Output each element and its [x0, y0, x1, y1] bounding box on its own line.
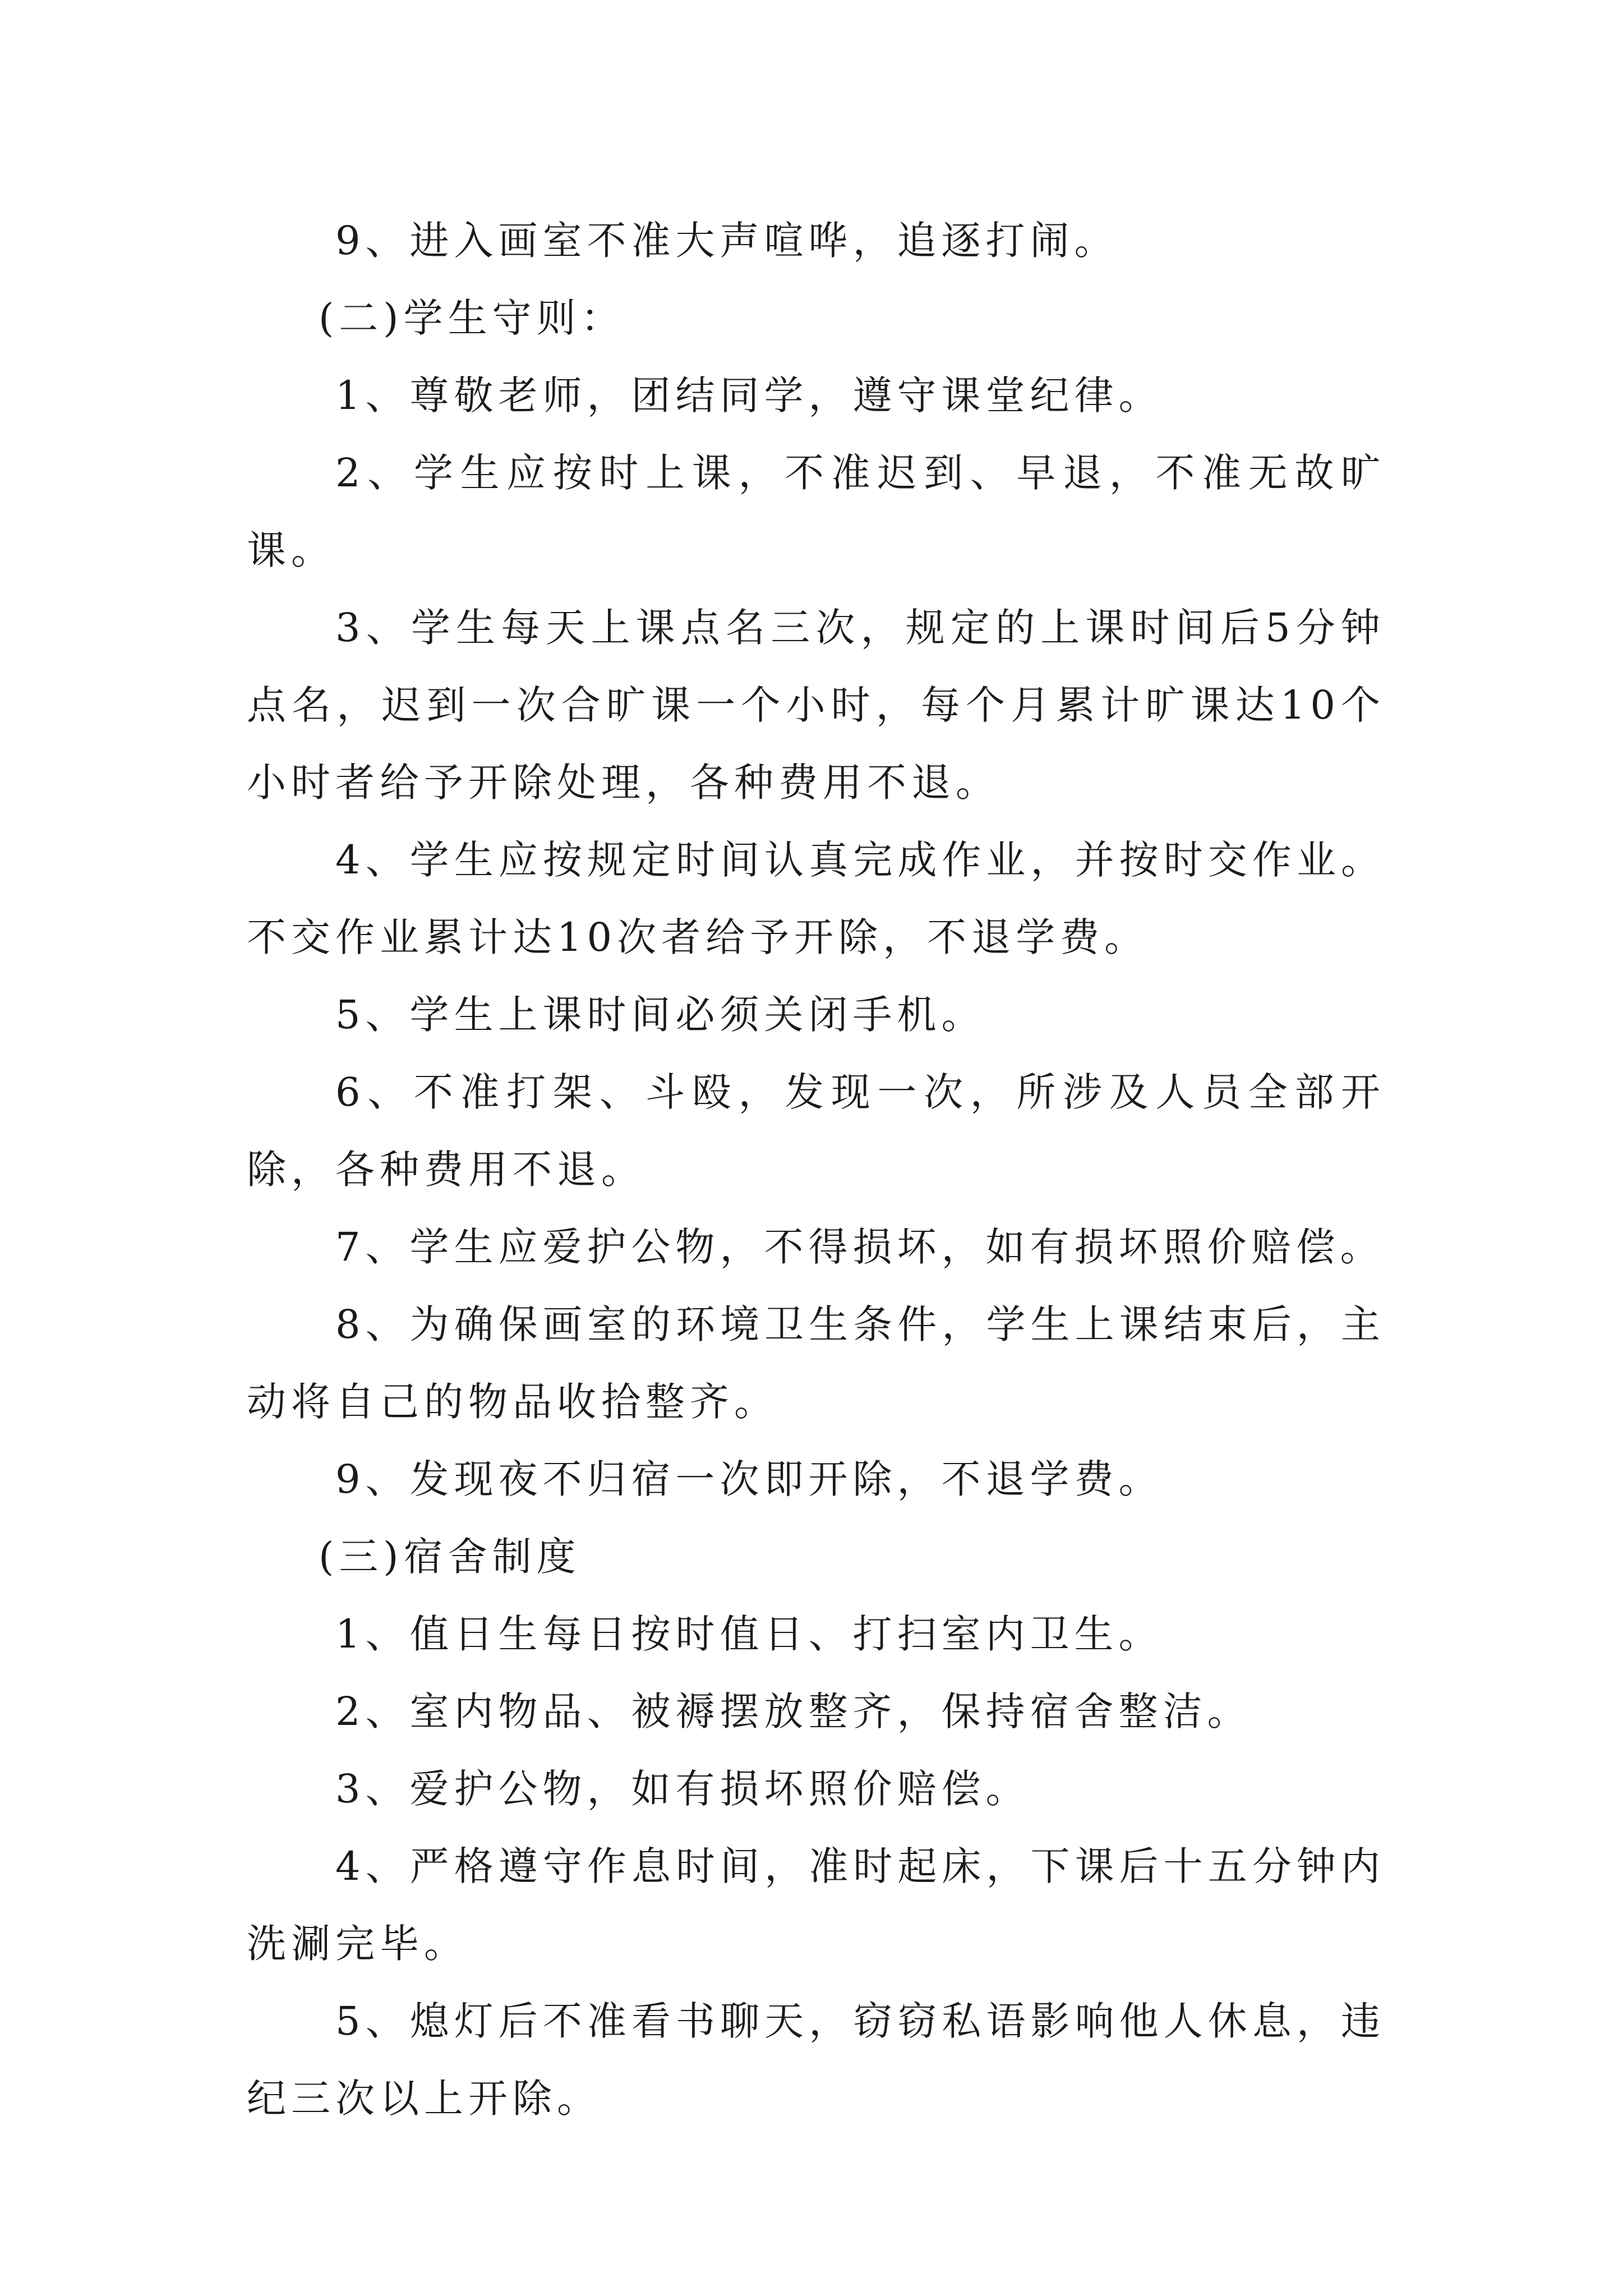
section-heading: (二)学生守则：	[319, 295, 625, 341]
document-body	[247, 202, 1385, 2137]
rule-item: 9、进入画室不准大声喧哗，追逐打闹。	[335, 218, 1119, 264]
rule-item: 2、学生应按时上课，不准迟到、早退，不准无故旷课。	[247, 450, 1385, 573]
section-heading: (三)宿舍制度	[319, 1534, 581, 1580]
rule-item: 3、爱护公物，如有损坏照价赔偿。	[335, 1766, 1030, 1812]
rule-item: 2、室内物品、被褥摆放整齐，保持宿舍整洁。	[335, 1688, 1252, 1734]
rule-item: 3、学生每天上课点名三次，规定的上课时间后5分钟点名，迟到一次合旷课一个小时，每个月累计旷课达10个小时者给予开除处理，各种费用不退。	[247, 605, 1385, 806]
rule-item: 9、发现夜不归宿一次即开除，不退学费。	[335, 1456, 1163, 1502]
rule-item: 6、不准打架、斗殴，发现一次，所涉及人员全部开除，各种费用不退。	[247, 1069, 1385, 1193]
rule-item: 5、熄灯后不准看书聊天，窃窃私语影响他人休息，违纪三次以上开除。	[247, 1998, 1385, 2122]
rule-item: 8、为确保画室的环境卫生条件，学生上课结束后，主动将自己的物品收拾整齐。	[247, 1301, 1385, 1425]
rule-item: 1、尊敬老师，团结同学，遵守课堂纪律。	[335, 372, 1163, 418]
rule-item: 4、学生应按规定时间认真完成作业，并按时交作业。不交作业累计达10次者给予开除，不退学费。	[247, 837, 1385, 960]
rule-item: 4、严格遵守作息时间，准时起床，下课后十五分钟内洗涮完毕。	[247, 1843, 1385, 1967]
rule-item: 7、学生应爱护公物，不得损坏，如有损坏照价赔偿。	[335, 1224, 1385, 1270]
rule-item: 5、学生上课时间必须关闭手机。	[335, 992, 986, 1038]
rule-item: 1、值日生每日按时值日、打扫室内卫生。	[335, 1611, 1163, 1657]
